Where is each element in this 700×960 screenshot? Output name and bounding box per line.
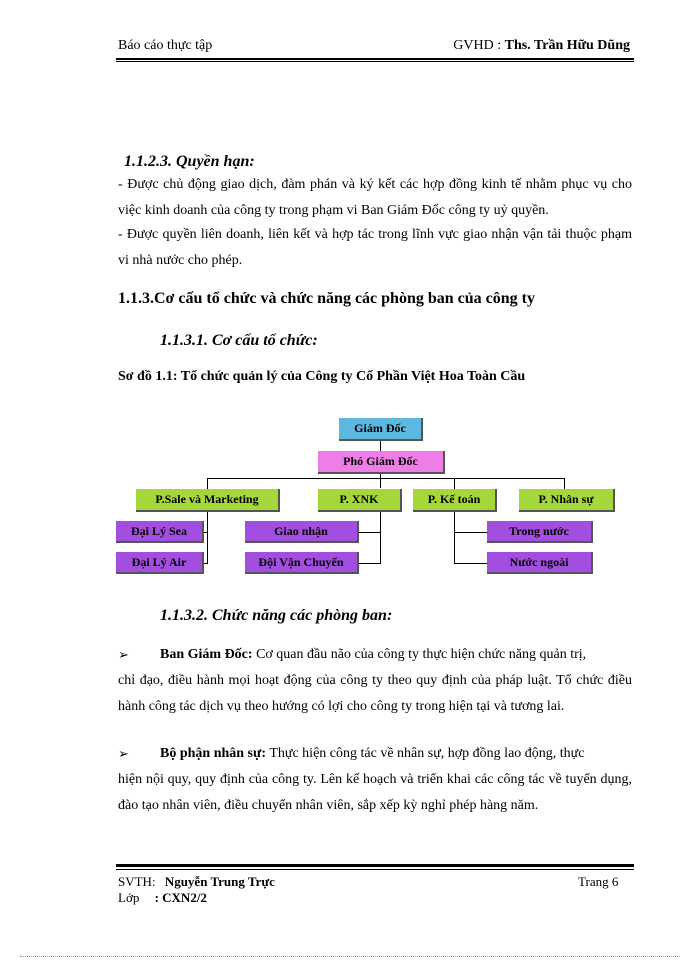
list-item-ban-giam-doc — [118, 642, 632, 720]
header-rule — [116, 58, 634, 60]
footer-lop — [118, 890, 207, 906]
list-item-nhan-su — [118, 741, 632, 819]
paragraph-quyen-han-2: - Được quyền liên doanh, liên kết và hợp tác trong lĩnh vực giao nhận vận tải thuộc phạm vi nhà nước cho phép. — [118, 227, 632, 268]
diagram-caption: Sơ đồ 1.1: Tổ chức quản lý của Công ty Cổ Phần Việt Hoa Toàn Cầu — [118, 369, 526, 384]
org-node-dai-ly-sea: Đại Lý Sea — [116, 521, 204, 543]
footer-page-number: Trang 6 — [578, 874, 619, 889]
org-node-ke-toan: P. Kế toán — [413, 489, 497, 512]
header-left: Báo cáo thực tập — [118, 38, 213, 53]
org-node-nhan-su: P. Nhân sự — [519, 489, 615, 512]
connector-department-bar — [207, 478, 564, 479]
org-node-sale-marketing: P.Sale và Marketing — [136, 489, 280, 512]
header-supervisor-prefix: GVHD : — [453, 38, 505, 53]
footer-rule — [116, 864, 634, 867]
list-item-first-line — [118, 642, 632, 668]
item-label: Ban Giám Đốc: — [160, 647, 253, 662]
list-item-first-line — [118, 741, 632, 767]
connector-ketoan-trunk — [454, 511, 455, 564]
org-node-xnk: P. XNK — [318, 489, 402, 512]
connector-xnk-trunk — [380, 511, 381, 564]
connector-xnk-doivanchuyen — [358, 563, 381, 564]
footer-svth — [118, 874, 275, 890]
footer-rule-thin — [116, 869, 634, 870]
header-rule-thin — [116, 61, 634, 62]
paragraph-quyen-han-1: - Được chủ động giao dịch, đàm phán và ký kết các hợp đồng kinh tế nhằm phục vụ cho việc kinh doanh của công ty trong phạm vi Ban Giám Đốc công ty uỷ quyền. — [118, 177, 632, 218]
page-bottom-dotted-line — [20, 956, 680, 957]
connector-xnk-giaonhan — [358, 532, 381, 533]
item-first-line: Thực hiện công tác về nhân sự, hợp đồng lao động, thực — [269, 746, 585, 761]
connector-to-nhansu — [564, 478, 565, 489]
header-supervisor-name: Ths. Trần Hữu Dũng — [504, 38, 630, 53]
org-node-dai-ly-air: Đại Lý Air — [116, 552, 204, 574]
org-node-trong-nuoc: Trong nước — [487, 521, 593, 543]
header-right — [453, 38, 630, 54]
section-title-quyen-han: 1.1.2.3. Quyền hạn: — [124, 153, 255, 170]
connector-to-sale — [207, 478, 208, 489]
org-node-giao-nhan: Giao nhận — [245, 521, 359, 543]
arrow-bullet-icon: ➢ — [118, 746, 129, 761]
footer-svth-label: SVTH: — [118, 874, 156, 889]
org-node-director: Giám Đốc — [339, 418, 423, 441]
arrow-bullet-icon: ➢ — [118, 647, 129, 662]
section-title-chuc-nang: 1.1.3.2. Chức năng các phòng ban: — [160, 607, 393, 624]
item-label: Bộ phận nhân sự: — [160, 746, 267, 761]
org-node-nuoc-ngoai: Nước ngoài — [487, 552, 593, 574]
item-text: hiện nội quy, quy định của công ty. Lên kế hoạch và triển khai các công tác về tuyển dụng, đào tạo nhân viên, điều chuyển nhân viên, sắp xếp kỳ nghỉ phép hàng năm. — [118, 772, 632, 813]
footer-student-name: Nguyễn Trung Trực — [164, 874, 275, 889]
item-first-line: Cơ quan đầu não của công ty thực hiện chức năng quản trị, — [256, 647, 587, 662]
footer-class: : CXN2/2 — [154, 890, 207, 905]
section-title-co-cau: 1.1.3.Cơ cấu tổ chức và chức năng các phòng ban của công ty — [118, 290, 535, 307]
connector-deputy-trunk — [380, 473, 381, 488]
connector-ketoan-nuocngoai — [454, 563, 488, 564]
org-node-deputy: Phó Giám Đốc — [318, 451, 445, 474]
connector-to-ketoan — [454, 478, 455, 489]
item-text: chỉ đạo, điều hành mọi hoạt động của công ty theo quy định của pháp luật. Tổ chức điều hành công tác dịch vụ theo hướng có lợi cho công ty trong hiện tại và tương lai. — [118, 673, 632, 714]
footer-lop-label: Lớp — [118, 890, 140, 905]
section-title-co-cau-to-chuc: 1.1.3.1. Cơ cấu tổ chức: — [160, 332, 318, 349]
connector-ketoan-trongnuoc — [454, 532, 488, 533]
org-node-doi-van-chuyen: Đội Vận Chuyển — [245, 552, 359, 574]
connector-sale-trunk — [207, 511, 208, 564]
